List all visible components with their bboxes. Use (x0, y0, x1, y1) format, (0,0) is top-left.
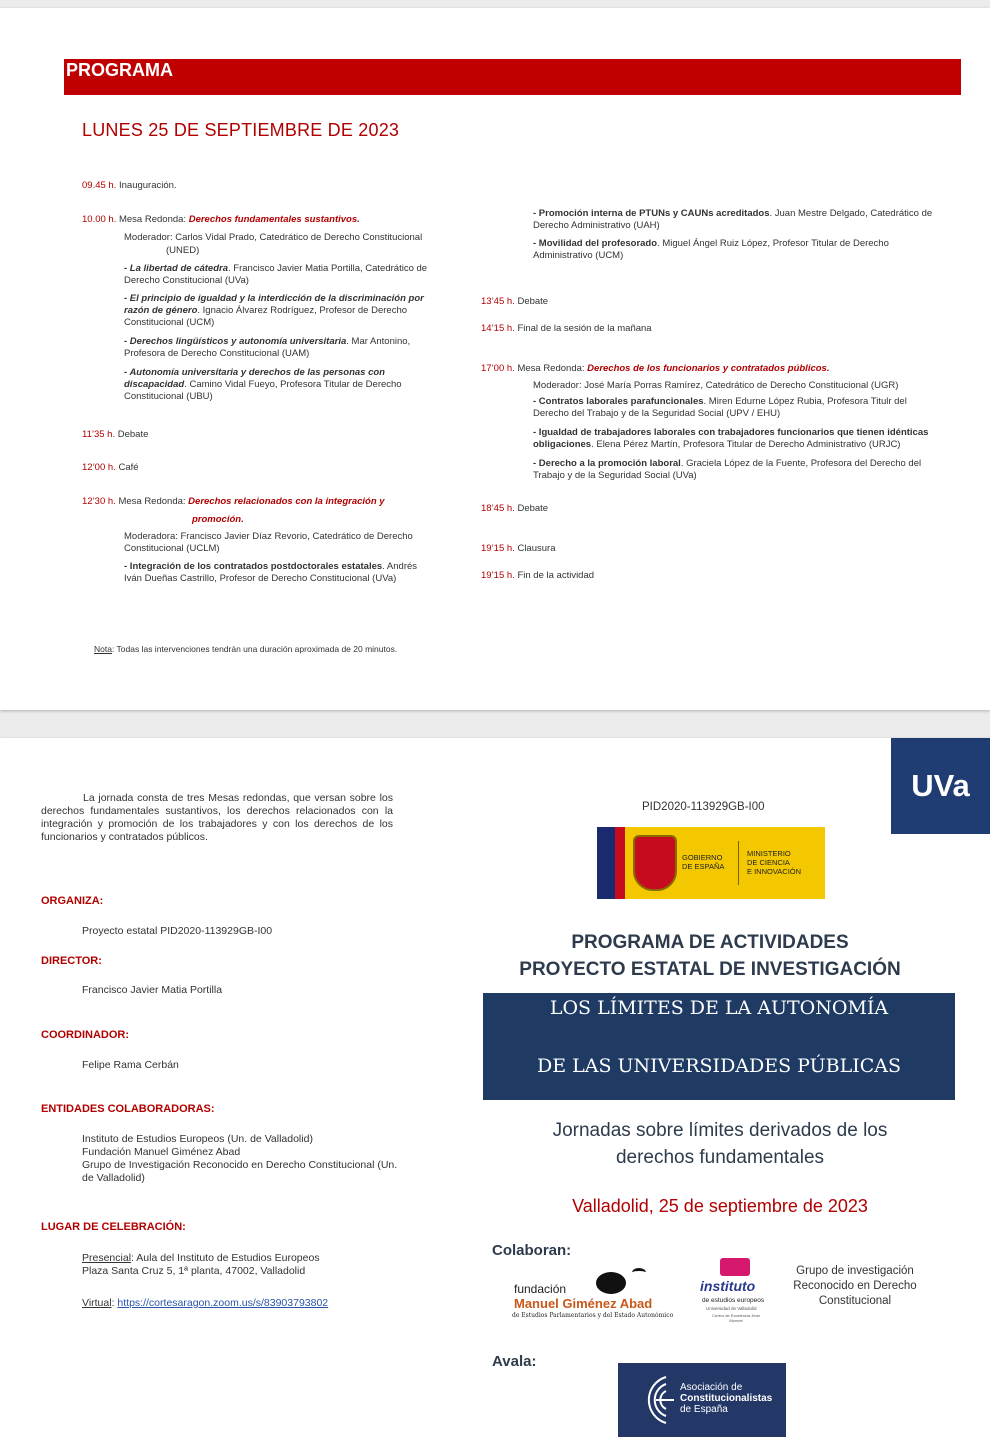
ace-logo: Asociación de Constitucionalistas de España (618, 1363, 786, 1437)
organiza-heading: ORGANIZA: (41, 895, 104, 907)
entidad-item: Fundación Manuel Giménez Abad (82, 1146, 241, 1158)
lugar-virtual: Virtual: https://cortesaragon.zoom.us/s/83903793802 (82, 1297, 329, 1309)
lugar-heading: LUGAR DE CELEBRACIÓN: (41, 1221, 186, 1233)
mesa-1-moderator-inst: (UNED) (166, 245, 200, 256)
mesa-3-moderator: Moderador: José María Porras Ramírez, Catedrático de Derecho Constitucional (UGR) (533, 380, 899, 391)
banner-line-2: DE LAS UNIVERSIDADES PÚBLICAS (536, 1055, 902, 1077)
coat-of-arms-icon (633, 835, 677, 891)
mesa-1-moderator: Moderador: Carlos Vidal Prado, Catedrático de Derecho Constitucional (124, 232, 423, 243)
programa-actividades: PROGRAMA DE ACTIVIDADES (571, 932, 849, 953)
fundacion-logo: fundación Manuel Giménez Abad de Estudios Parlamentarios y del Estado Autonómico (510, 1266, 690, 1322)
fundacion-mark-tail (632, 1268, 646, 1277)
session-final-manana: 14’15 h. Final de la sesión de la mañana (481, 323, 652, 334)
uva-logo: UVa (891, 738, 990, 834)
mesa-2-title-cont: promoción. (192, 514, 244, 525)
logo-divider (738, 841, 739, 885)
entidad-item: Instituto de Estudios Europeos (Un. de Valladolid) (82, 1133, 313, 1145)
mesa-2-item: - Movilidad del profesorado. Miguel Ángel Ruiz López, Profesor Titular de Derecho Administrativo (UCM) (533, 238, 889, 261)
coordinador-value: Felipe Rama Cerbán (82, 1059, 179, 1071)
title-banner (483, 993, 955, 1100)
session-debate: 13’45 h. Debate (481, 296, 549, 307)
proyecto-estatal: PROYECTO ESTATAL DE INVESTIGACIÓN (519, 959, 901, 980)
lugar-presencial: Presencial: Aula del Instituto de Estudios Europeos Plaza Santa Cruz 5, 1ª planta, 47002, Valladolid (82, 1252, 320, 1277)
director-heading: DIRECTOR: (41, 955, 102, 967)
pid-code: PID2020-113929GB-I00 (642, 801, 765, 813)
mesa-1-item: - La libertad de cátedra. Francisco Javier Matia Portilla, Catedrático de Derecho Constitucional (UVa) (124, 263, 428, 286)
gobierno-label: GOBIERNO DE ESPAÑA (682, 853, 725, 871)
mesa-3-item: - Contratos laborales parafuncionales. Miren Edurne López Rubia, Profesora Titulr del Derecho del Trabajo y de la Seguridad Social (UPV / EHU) (533, 396, 907, 419)
session-fin: 19’15 h. Fin de la actividad (481, 570, 595, 581)
program-page (0, 8, 990, 710)
eu-flag-icon (597, 827, 615, 899)
entidad-item: Grupo de Investigación Reconocido en Derecho Constitucional (Un. de Valladolid) (82, 1159, 398, 1184)
program-bar: PROGRAMA (64, 59, 961, 95)
mesa-2-item: - Promoción interna de PTUNs y CAUNs acreditados. Juan Mestre Delgado, Catedrático de Derecho Administrativo (UAH) (533, 208, 933, 231)
entidades-heading: ENTIDADES COLABORADORAS: (41, 1103, 215, 1115)
fundacion-mark-icon (596, 1272, 626, 1294)
jornadas-subtitle: Jornadas sobre límites derivados de los derechos fundamentales (552, 1120, 888, 1168)
mesa-1-item: - Autonomía universitaria y derechos de las personas con discapacidad. Camino Vidal Fueyo, Profesora Titular de Derecho Constitucional (UBU) (124, 367, 402, 402)
place-date: Valladolid, 25 de septiembre de 2023 (572, 1196, 868, 1216)
mesa-1-item: - Derechos lingüísticos y autonomía universitaria. Mar Antonino, Profesora de Derecho Constitucional (UAM) (124, 336, 411, 359)
flag-stripe (615, 827, 625, 899)
session-clausura: 19’15 h. Clausura (481, 543, 556, 554)
mesa-2-moderator: Moderadora: Francisco Javier Díaz Revorio, Catedrático de Derecho Constitucional (UCLM) (124, 531, 413, 554)
session-cafe: 12’00 h. Café (82, 462, 139, 473)
instituto-mark-icon (720, 1258, 750, 1276)
instituto-logo: instituto de estudios europeos Universidad de Valladolid Centro de Excelencia Jean Monnet (698, 1258, 780, 1330)
coordinador-heading: COORDINADOR: (41, 1029, 129, 1041)
colaboran-label: Colaboran: (492, 1242, 572, 1259)
zoom-link[interactable]: https://cortesaragon.zoom.us/s/83903793802 (117, 1297, 329, 1309)
info-page (0, 738, 990, 1444)
mesa-2-item: - Integración de los contratados postdoctorales estatales. Andrés Iván Dueñas Castrillo, Profesor de Derecho Constitucional (UVa) (124, 561, 418, 584)
session-debate: 18’45 h. Debate (481, 503, 549, 514)
intro-paragraph: La jornada consta de tres Mesas redondas, que versan sobre los derechos fundamentales sustantivos, los derechos relacionados con la integración y promoción de los trabajadores y con los derechos de los funcionarios y contratados públicos. (41, 792, 393, 843)
avala-label: Avala: (492, 1353, 537, 1370)
note: Nota: Todas las intervenciones tendrán una duración aproximada de 20 minutos. (94, 644, 398, 654)
session-mesa-3: 17’00 h. Mesa Redonda: Derechos de los funcionarios y contratados públicos. (481, 363, 830, 374)
day-title: LUNES 25 DE SEPTIEMBRE DE 2023 (82, 120, 400, 140)
ace-mark-icon (626, 1373, 676, 1427)
banner-line-1: LOS LÍMITES DE LA AUTONOMÍA (549, 997, 889, 1019)
ministerio-label: MINISTERIO DE CIENCIA E INNOVACIÓN (747, 849, 802, 876)
session-debate: 11’35 h. Debate (82, 429, 149, 440)
mesa-3-item: - Derecho a la promoción laboral. Graciela López de la Fuente, Profesora del Derecho del Trabajo y de la Seguridad Social (UVa) (533, 458, 922, 481)
session-mesa-1: 10.00 h. Mesa Redonda: Derechos fundamentales sustantivos. (82, 214, 360, 225)
mesa-3-item: - Igualdad de trabajadores laborales con trabajadores funcionarios que tienen idénticas obligaciones. Elena Pérez Martín, Profesora Titular de Derecho Administrativo (URJC) (533, 427, 929, 450)
grupo-investigacion: Grupo de investigación Reconocido en Derecho Constitucional (793, 1265, 917, 1307)
entidades-list (82, 1133, 402, 1185)
mesa-1-item: - El principio de igualdad y la interdicción de la discriminación por razón de género. Ignacio Álvarez Rodríguez, Profesor de Derecho Constitucional (UCM) (124, 293, 424, 328)
director-value: Francisco Javier Matia Portilla (82, 984, 223, 996)
organiza-value: Proyecto estatal PID2020-113929GB-I00 (82, 925, 273, 937)
session-inauguracion: 09.45 h. Inauguración. (82, 180, 177, 191)
session-mesa-2: 12’30 h. Mesa Redonda: Derechos relacionados con la integración y (82, 496, 385, 507)
gobierno-logo (597, 827, 825, 899)
